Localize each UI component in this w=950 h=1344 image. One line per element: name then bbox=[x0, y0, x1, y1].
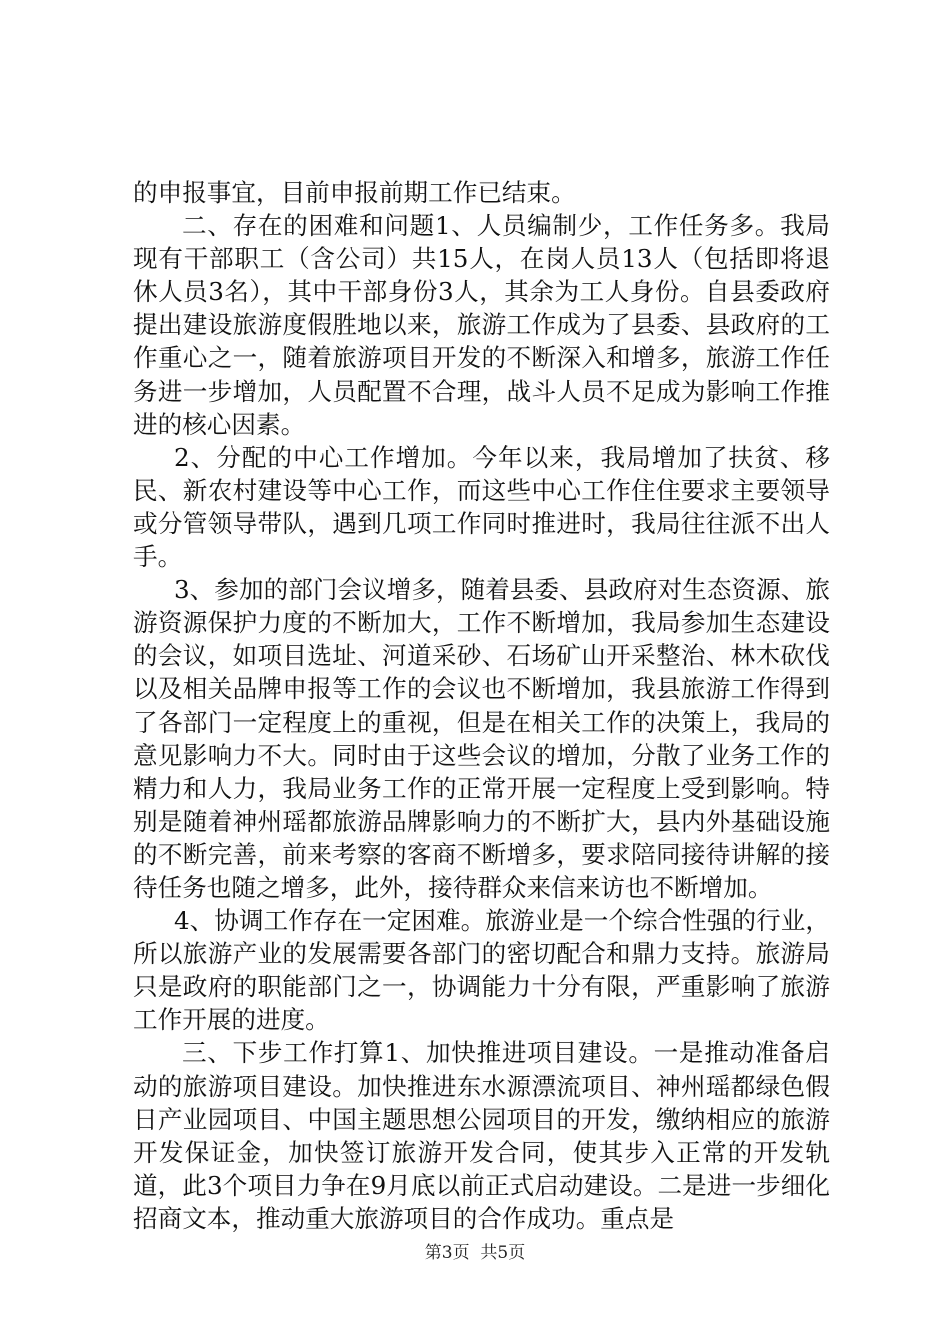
paragraph-difficulties-staffing: 二、存在的困难和问题1、人员编制少，工作任务多。我局现有干部职工（含公司）共15人，在岗人员13人（包括即将退休人员3名），其中干部身份3人，其余为工人身份。自县委政府提出建设旅游度假胜地以来，旅游工作成为了县委、县政府的工作重心之一，随着旅游项目开发的不断深入和增多，旅游工作任务进一步增加，人员配置不合理，战斗人员不足成为影响工作推进的核心因素。 bbox=[133, 211, 830, 439]
page-number-label: 第3页 共5页 bbox=[424, 1243, 526, 1263]
paragraph-meetings: 3、参加的部门会议增多，随着县委、县政府对生态资源、旅游资源保护力度的不断加大，工作不断增加，我局参加生态建设的会议，如项目选址、河道采砂、石场矿山开采整治、林木砍伐以及相关品牌申报等工作的会议也不断增加，我县旅游工作得到了各部门一定程度上的重视，但是在相关工作的决策上，我局的意见影响力不大。同时由于这些会议的增加，分散了业务工作的精力和人力，我局业务工作的正常开展一定程度上受到影响。特别是随着神州瑶都旅游品牌影响力的不断扩大，县内外基础设施的不断完善，前来考察的客商不断增多，要求陪同接待讲解的接待任务也随之增多，此外，接待群众来信来访也不断增加。 bbox=[133, 575, 830, 902]
document-body bbox=[133, 176, 830, 1235]
paragraph-central-work: 2、分配的中心工作增加。今年以来，我局增加了扶贫、移民、新农村建设等中心工作，而这些中心工作住住要求主要领导或分管领导带队，遇到几项工作同时推进时，我局往往派不出人手。 bbox=[133, 442, 830, 572]
page-footer bbox=[0, 1242, 950, 1264]
paragraph-next-steps: 三、下步工作打算1、加快推进项目建设。一是推动准备启动的旅游项目建设。加快推进东水源漂流项目、神州瑶都绿色假日产业园项目、中国主题思想公园项目的开发，缴纳相应的旅游开发保证金，加快签订旅游开发合同，使其步入正常的开发轨道，此3个项目力争在9月底以前正式启动建设。二是进一步细化招商文本，推动重大旅游项目的合作成功。重点是 bbox=[133, 1038, 830, 1233]
paragraph-coordination: 4、协调工作存在一定困难。旅游业是一个综合性强的行业，所以旅游产业的发展需要各部门的密切配合和鼎力支持。旅游局只是政府的职能部门之一，协调能力十分有限，严重影响了旅游工作开展的进度。 bbox=[133, 906, 830, 1035]
paragraph-continuation: 的申报事宜，目前申报前期工作已结束。 bbox=[133, 178, 576, 207]
